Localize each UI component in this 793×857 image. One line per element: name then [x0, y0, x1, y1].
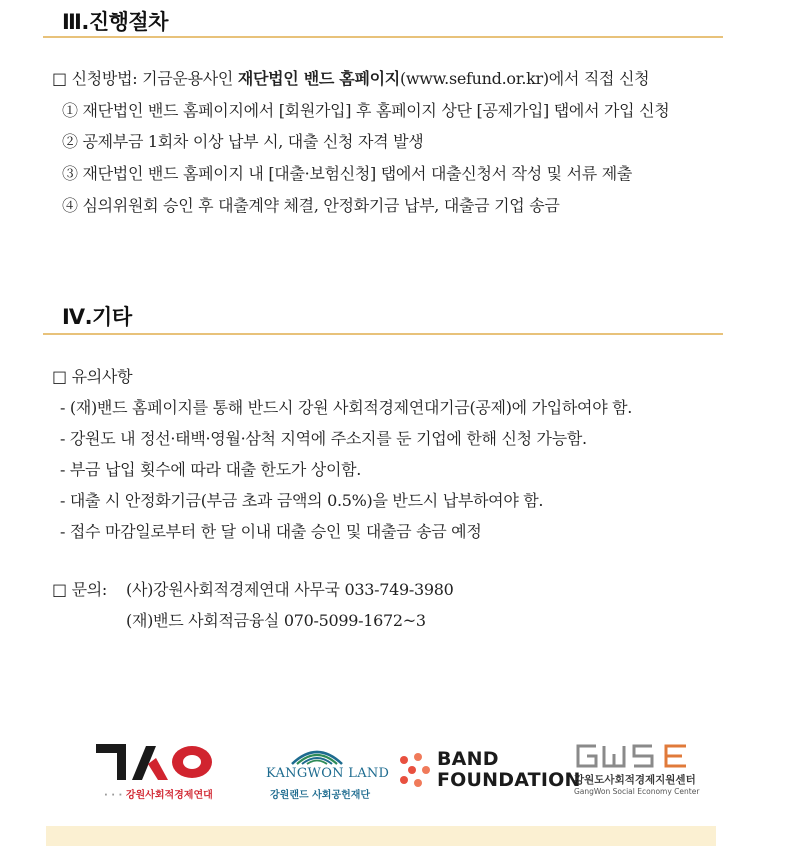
section-divider — [43, 36, 723, 38]
contact-line-1: (사)강원사회적경제연대 사무국 033-749-3980 — [126, 580, 454, 599]
footer-bar — [46, 826, 716, 846]
notes-header: □ 유의사항 — [52, 367, 133, 386]
note-item: - 대출 시 안정화기금(부금 초과 금액의 0.5%)을 반드시 납부하여야 함. — [60, 491, 544, 510]
gwse-korean-name: 강원도사회적경제지원센터 — [574, 774, 696, 786]
method-suffix: (www.sefund.or.kr)에서 직접 신청 — [399, 69, 650, 88]
band-dots-icon — [398, 752, 434, 788]
kangwon-land-name: KANGWON LAND — [266, 766, 390, 781]
contact-label: □ 문의: — [52, 580, 108, 599]
application-method — [52, 69, 649, 89]
section-title-etc: Ⅳ.기타 — [62, 305, 132, 329]
method-bold: 재단법인 밴드 홈페이지 — [237, 69, 400, 88]
section-divider — [43, 333, 723, 335]
note-item: - 부금 납입 횟수에 따라 대출 한도가 상이함. — [60, 460, 362, 479]
contact-line-2: (재)밴드 사회적금융실 070-5099-1672~3 — [126, 611, 426, 630]
note-item: - 접수 마감일로부터 한 달 이내 대출 승인 및 대출금 송금 예정 — [60, 522, 482, 541]
section-title-procedure: Ⅲ.진행절차 — [62, 10, 168, 34]
kangwon-land-subtitle: 강원랜드 사회공헌재단 — [270, 790, 371, 801]
procedure-step: ④ 심의위원회 승인 후 대출계약 체결, 안정화기금 납부, 대출금 기업 송금 — [62, 196, 560, 215]
method-prefix: □ 신청방법: 기금운용사인 — [52, 69, 238, 88]
gwse-mark-icon — [574, 742, 690, 770]
band-wordmark-line1: BAND — [437, 748, 499, 770]
procedure-step: ② 공제부금 1회차 이상 납부 시, 대출 신청 자격 발생 — [62, 132, 424, 151]
gwse-english-name: GangWon Social Economy Center — [574, 787, 700, 796]
band-wordmark-line2: FOUNDATION — [437, 769, 581, 791]
gangwon-solidarity-caption: · · · 강원사회적경제연대 — [104, 790, 213, 801]
procedure-step: ① 재단법인 밴드 홈페이지에서 [회원가입] 후 홈페이지 상단 [공제가입] 탭에서 가입 신청 — [62, 101, 670, 120]
procedure-step: ③ 재단법인 밴드 홈페이지 내 [대출·보험신청] 탭에서 대출신청서 작성 및 서류 제출 — [62, 164, 633, 183]
kangwon-land-wave-icon — [290, 744, 344, 766]
gangwon-solidarity-mark-icon — [96, 742, 216, 782]
note-item: - 강원도 내 정선·태백·영월·삼척 지역에 주소지를 둔 기업에 한해 신청 가능함. — [60, 429, 587, 448]
note-item: - (재)밴드 홈페이지를 통해 반드시 강원 사회적경제연대기금(공제)에 가입하여야 함. — [60, 398, 633, 417]
